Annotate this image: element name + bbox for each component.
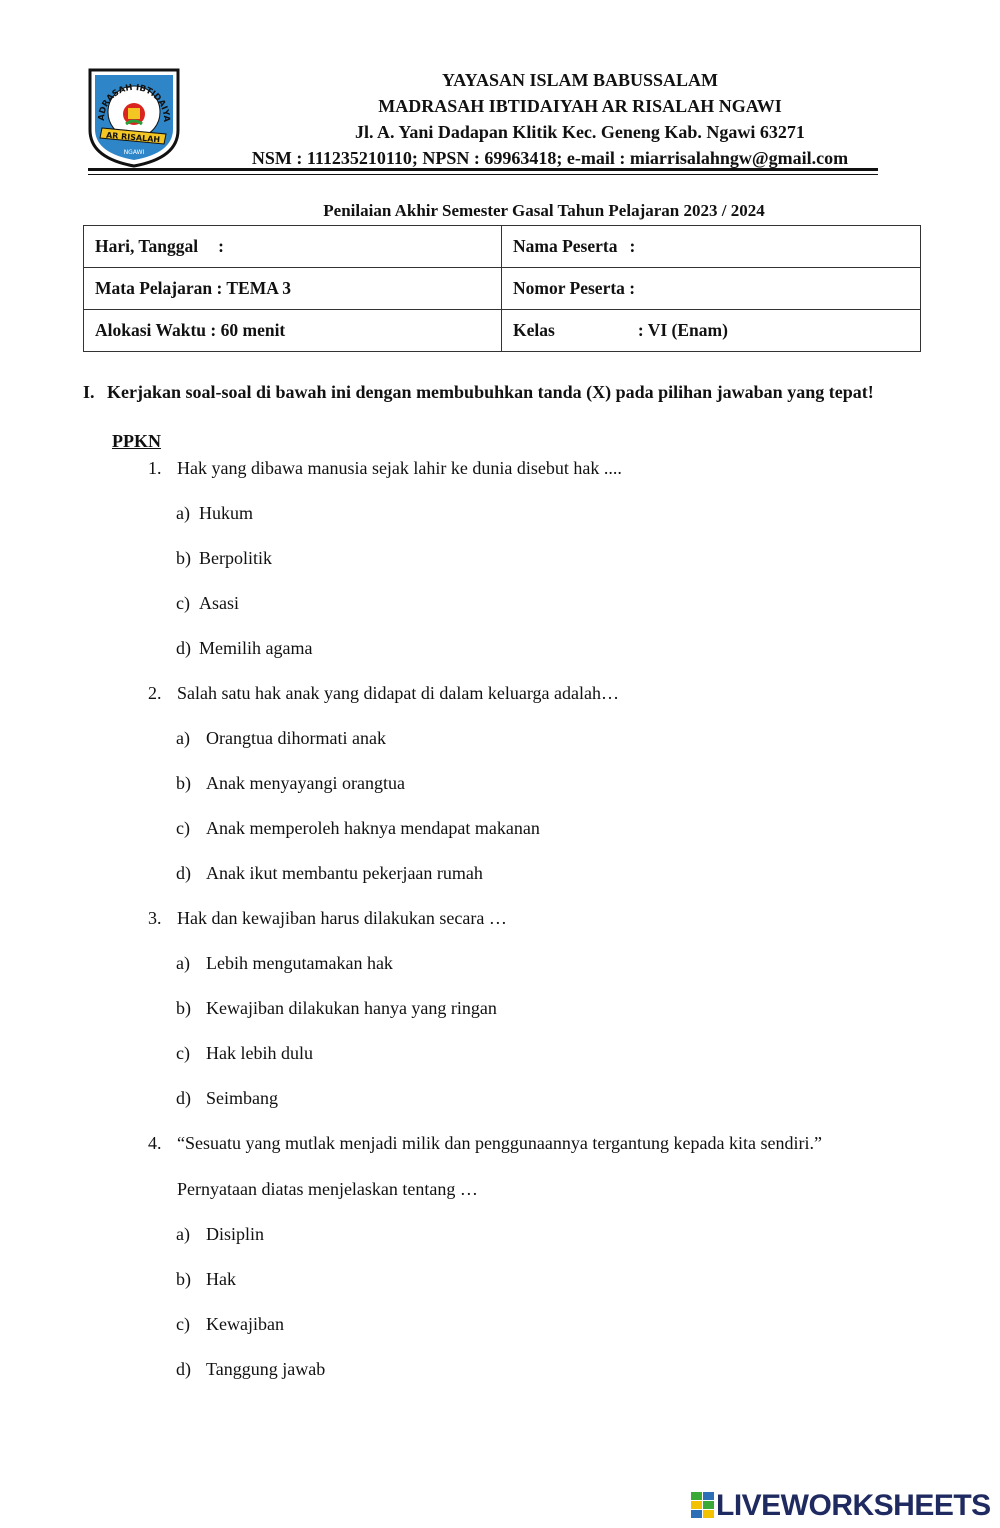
option-text: Berpolitik — [199, 548, 272, 568]
option-letter: b) — [176, 773, 191, 793]
logo-bottom-text: NGAWI — [123, 149, 145, 156]
student-info-table — [83, 225, 921, 352]
table-row — [84, 226, 921, 268]
option-4b[interactable] — [176, 1269, 236, 1290]
hari-label: Hari, Tanggal — [95, 236, 199, 256]
option-3d[interactable] — [176, 1088, 278, 1109]
option-letter: c) — [176, 593, 190, 613]
option-text: Hukum — [199, 503, 253, 523]
hari-tanggal-field[interactable] — [84, 226, 502, 268]
option-4d[interactable] — [176, 1359, 325, 1380]
option-letter: d) — [176, 638, 191, 658]
option-letter: a) — [176, 728, 190, 748]
table-row — [84, 268, 921, 310]
kelas-value: : VI (Enam) — [637, 320, 728, 340]
question-text: Hak dan kewajiban harus dilakukan secara … — [177, 908, 507, 928]
option-2b[interactable] — [176, 773, 405, 794]
option-letter: d) — [176, 1359, 191, 1379]
option-1a[interactable] — [176, 503, 253, 524]
kelas-label: Kelas — [513, 320, 555, 340]
option-1b[interactable] — [176, 548, 272, 569]
nama-peserta-field[interactable] — [502, 226, 921, 268]
option-text: Hak — [206, 1269, 236, 1289]
option-text: Lebih mengutamakan hak — [206, 953, 393, 973]
option-letter: b) — [176, 998, 191, 1018]
nomor-peserta-field[interactable]: Nomor Peserta : — [502, 268, 921, 310]
instruction — [83, 379, 918, 405]
option-text: Kewajiban dilakukan hanya yang ringan — [206, 998, 497, 1018]
nama-sep: : — [629, 236, 636, 256]
option-text: Asasi — [199, 593, 239, 613]
option-letter: d) — [176, 1088, 191, 1108]
header-address: Jl. A. Yani Dadapan Klitik Kec. Geneng Kab. Ngawi 63271 — [355, 122, 805, 142]
option-2d[interactable] — [176, 863, 483, 884]
option-text: Anak menyayangi orangtua — [206, 773, 405, 793]
option-text: Disiplin — [206, 1224, 265, 1244]
mata-pelajaran-cell: Mata Pelajaran : TEMA 3 — [84, 268, 502, 310]
option-text: Memilih agama — [199, 638, 313, 658]
option-3c[interactable] — [176, 1043, 313, 1064]
liveworksheets-logo-icon — [690, 1491, 716, 1521]
header-school-name: MADRASAH IBTIDAIYAH AR RISALAH NGAWI — [378, 96, 782, 116]
liveworksheets-brand[interactable] — [690, 1488, 991, 1524]
option-letter: c) — [176, 1314, 190, 1334]
header-foundation: YAYASAN ISLAM BABUSSALAM — [441, 70, 719, 90]
option-letter: a) — [176, 503, 190, 523]
nama-label: Nama Peserta — [513, 236, 618, 256]
question-text: “Sesuatu yang mutlak menjadi milik dan penggunaannya tergantung kepada kita sendiri.” — [177, 1133, 822, 1153]
question-number: 3. — [148, 908, 162, 928]
option-letter: c) — [176, 1043, 190, 1063]
subject-heading: PPKN — [112, 431, 161, 451]
question-text: Salah satu hak anak yang didapat di dalam keluarga adalah… — [177, 683, 620, 703]
question-number: 4. — [148, 1133, 162, 1153]
logo-banner-text: AR RISALAH — [105, 130, 161, 145]
question-number: 2. — [148, 683, 162, 703]
question-4 — [148, 1133, 822, 1154]
option-4c[interactable] — [176, 1314, 284, 1335]
option-letter: b) — [176, 1269, 191, 1289]
option-4a[interactable] — [176, 1224, 264, 1245]
header-rule-thin — [88, 174, 878, 175]
kelas-cell — [502, 310, 921, 352]
option-letter: d) — [176, 863, 191, 883]
brand-text: LIVEWORKSHEETS — [716, 1489, 991, 1522]
option-text: Kewajiban — [206, 1314, 284, 1334]
option-3a[interactable] — [176, 953, 393, 974]
table-row — [84, 310, 921, 352]
exam-title: Penilaian Akhir Semester Gasal Tahun Pelajaran 2023 / 2024 — [323, 201, 765, 220]
option-letter: b) — [176, 548, 191, 568]
instruction-text: Kerjakan soal-soal di bawah ini dengan membubuhkan tanda (X) pada pilihan jawaban yang tepat! — [107, 382, 874, 402]
alokasi-waktu-cell: Alokasi Waktu : 60 menit — [84, 310, 502, 352]
option-text: Hak lebih dulu — [206, 1043, 313, 1063]
header-contact: NSM : 111235210110; NPSN : 69963418; e-mail : miarrisalahngw@gmail.com — [251, 148, 849, 168]
hari-sep: : — [218, 236, 224, 256]
option-2c[interactable] — [176, 818, 540, 839]
option-text: Anak ikut membantu pekerjaan rumah — [206, 863, 483, 883]
option-text: Orangtua dihormati anak — [206, 728, 386, 748]
question-number: 1. — [148, 458, 162, 478]
option-3b[interactable] — [176, 998, 497, 1019]
option-2a[interactable] — [176, 728, 386, 749]
question-3 — [148, 908, 507, 929]
instruction-number: I. — [83, 382, 95, 402]
option-letter: a) — [176, 953, 190, 973]
option-letter: c) — [176, 818, 190, 838]
question-text: Hak yang dibawa manusia sejak lahir ke dunia disebut hak .... — [177, 458, 622, 478]
option-text: Anak memperoleh haknya mendapat makanan — [206, 818, 540, 838]
logo-arc-text: ADRASAH IBTIDAIYA — [96, 82, 172, 123]
option-text: Seimbang — [206, 1088, 278, 1108]
option-1c[interactable] — [176, 593, 239, 614]
question-1 — [148, 458, 622, 479]
question-4-statement: Pernyataan diatas menjelaskan tentang … — [177, 1179, 478, 1199]
option-text: Tanggung jawab — [206, 1359, 326, 1379]
question-2 — [148, 683, 619, 704]
option-1d[interactable] — [176, 638, 312, 659]
header-rule-thick — [88, 168, 878, 171]
option-letter: a) — [176, 1224, 190, 1244]
